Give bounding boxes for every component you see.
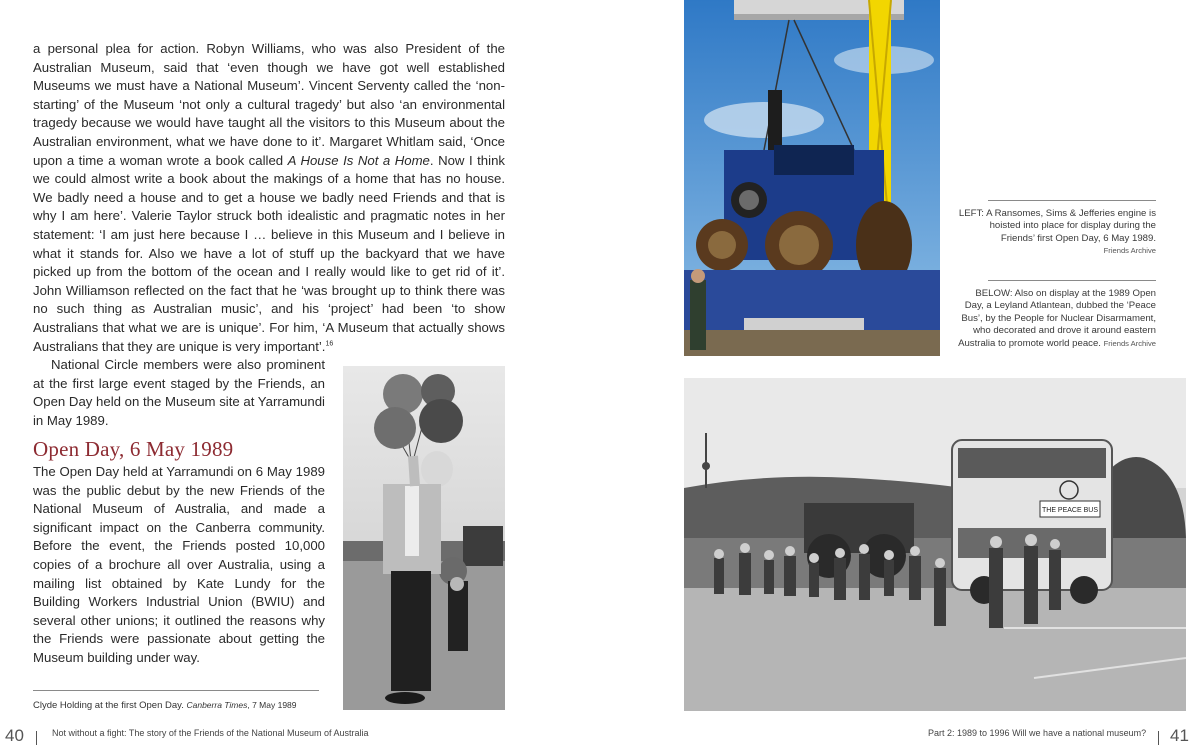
caption-rule (33, 690, 319, 691)
paragraph-text: The Open Day held at Yarramundi on 6 May 1989 was the public debut by the new Friends of the National Museum of Australia, and made a significant impact on the Canberra community. Before the event, the Friends posted 10,000 copies of a brochure all over Australia, using a mailing list obtained by Kate Lundy for the Building Workers Industrial Union (BWIU) and several other unions; it outlined the reasons why the Friends were passionate about getting the Museum building under way. (33, 464, 325, 665)
peace-bus-caption (958, 288, 1156, 350)
body-paragraph-2 (33, 356, 325, 430)
running-footer: Not without a fight: The story of the Friends of the National Museum of Australia (52, 728, 369, 738)
book-title: A House Is Not a Home (287, 152, 430, 168)
paragraph-text: . Now I think we could almost write a book about the makings of a home that has no house. We badly need a house and to get a house we badly need Friends and that is why I am here’. Valerie Taylor struck both idealistic and pragmatic notes in her statement: ‘I am just here because I … believe in this Museum and I believe in what it stands for. Also we have a lot of stuff up the backyard that we have picked up from the bottom of the ocean and I really would like to get rid of it’. John Williamson reflected on the fact that he ‘was brought up to think there was no such thing as Australian music’, and his ‘project’ had been ‘to show Australians that what we are is unique’. For him, ‘A Museum that actually shows Australians that they are unique is very important’. (33, 152, 505, 354)
footer-divider-right (1158, 731, 1159, 745)
footer-divider (36, 731, 37, 745)
photo-caption (33, 700, 333, 711)
caption-rule-top (988, 200, 1156, 201)
engine-hoist-photo (684, 0, 940, 356)
caption-text: Clyde Holding at the first Open Day. (33, 700, 184, 711)
page-number-right: 41 (1170, 726, 1189, 745)
caption-credit: Friends Archive (1103, 338, 1156, 348)
caption-credit: Friends Archive (1103, 246, 1156, 256)
page-number: 40 (5, 726, 24, 745)
caption-source: Canberra Times (186, 700, 248, 710)
clyde-holding-photo (343, 366, 505, 710)
paragraph-text: National Circle members were also prominent at the first large event staged by the Friends, an Open Day held on the Museum site at Yarramundi in May 1989. (33, 357, 325, 428)
caption-rule-bottom (988, 280, 1156, 281)
section-heading: Open Day, 6 May 1989 (33, 437, 234, 461)
peace-bus-photo (684, 378, 1186, 711)
paragraph-text: a personal plea for action. Robyn Williams, who was also President of the Australian Museum, said that ‘even though we have got well established Museums we must have a National Museum’. Vincent Serventy called the ‘non-starting’ of the Museum ‘not only a cultural tragedy’ but also ‘an environmental tragedy because we would have taught all the visitors to this Museum about the Australian environment, what we have done to it’. Margaret Whitlam said, ‘Once upon a time a woman wrote a book called (33, 41, 505, 168)
caption-text: BELOW: Also on display at the 1989 Open Day, a Leyland Atlantean, dubbed the ‘Peace Bus’, by the People for Nuclear Disarmament, who decorated and drove it around eastern Australia to promote world peace. (958, 288, 1156, 349)
footnote-ref: 16 (325, 340, 334, 348)
running-footer-right: Part 2: 1989 to 1996 Will we have a national museum? (928, 728, 1147, 738)
body-paragraph-3 (33, 463, 325, 668)
caption-text: LEFT: A Ransomes, Sims & Jefferies engine is hoisted into place for display during the Friends’ first Open Day, 6 May 1989. (958, 208, 1156, 244)
caption-date: , 7 May 1989 (247, 700, 297, 710)
engine-caption (958, 208, 1156, 258)
peace-bus-sign: THE PEACE BUS (1041, 507, 1099, 514)
body-paragraph-1 (33, 40, 505, 356)
